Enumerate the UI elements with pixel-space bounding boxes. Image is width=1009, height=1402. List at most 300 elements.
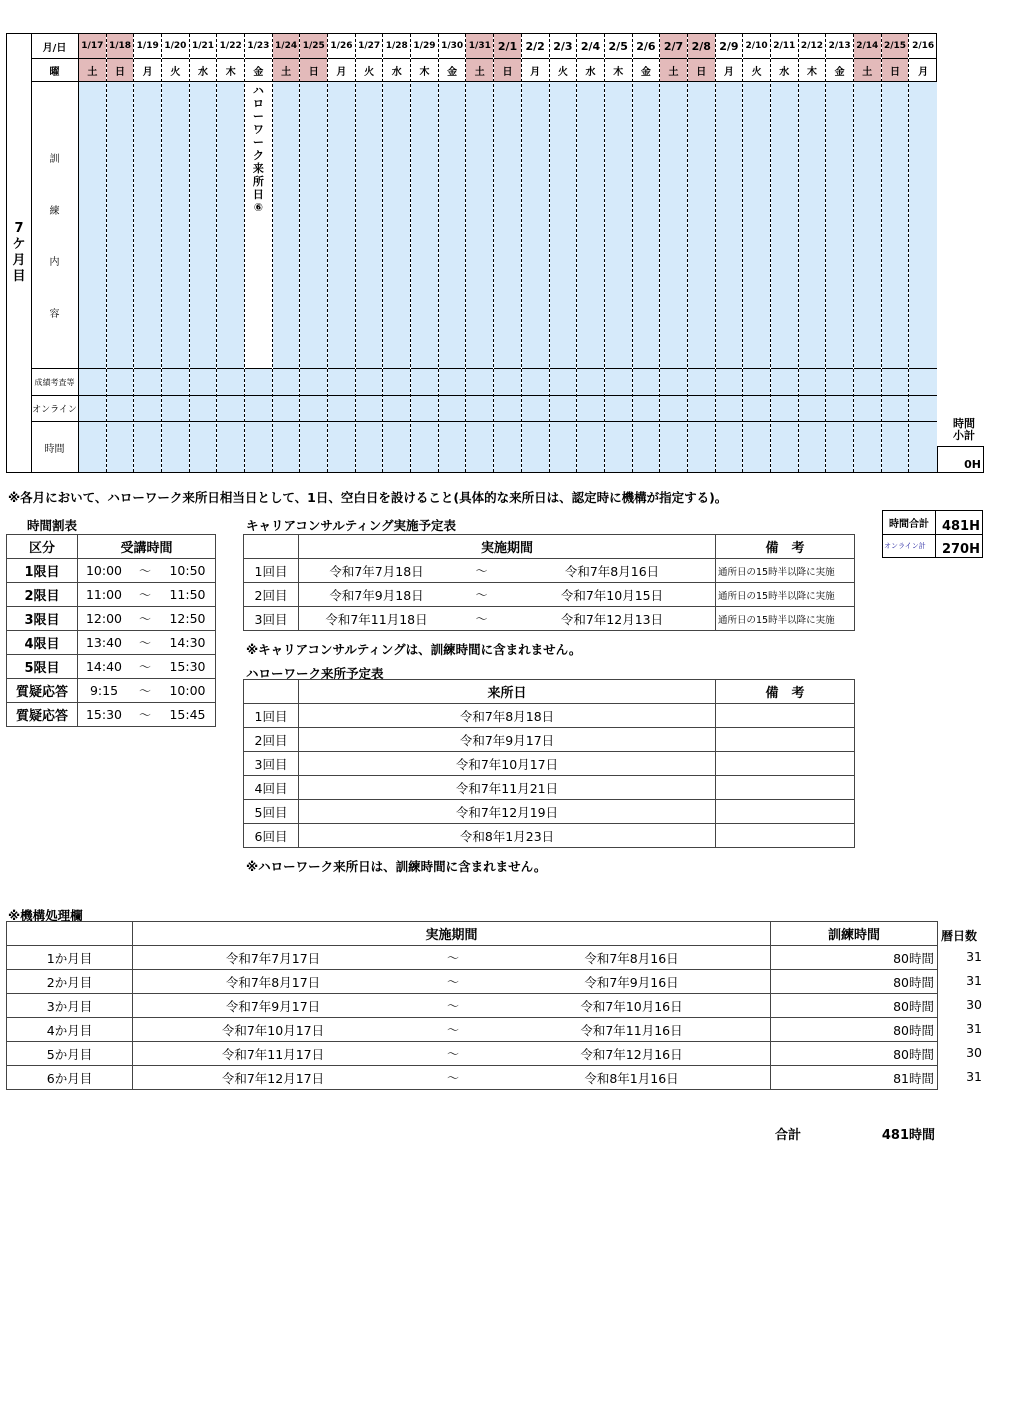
day-content-cell[interactable] (411, 82, 438, 369)
note-char: 所 (252, 175, 264, 188)
date-row-label: 月/日 (31, 34, 78, 59)
hellowork-date: 令和7年10月17日 (299, 752, 716, 776)
day-column (79, 34, 107, 472)
career-from: 令和7年7月18日 (299, 559, 455, 583)
day-content-cell[interactable] (79, 82, 106, 369)
day-online-cell[interactable] (190, 396, 217, 422)
month-label (7, 34, 32, 472)
day-exam-cell[interactable] (134, 369, 161, 396)
day-exam-cell[interactable] (854, 369, 881, 396)
day-online-cell[interactable] (107, 396, 134, 422)
day-online-cell[interactable] (716, 396, 743, 422)
day-online-cell[interactable] (273, 396, 300, 422)
day-column (522, 34, 550, 472)
career-to: 令和7年12月13日 (509, 607, 716, 631)
kikou-hours: 80時間 (771, 946, 938, 970)
day-weekday: 月 (909, 59, 937, 82)
day-column (688, 34, 716, 472)
day-content-cell[interactable] (328, 82, 355, 369)
hellowork-date: 令和7年9月17日 (299, 728, 716, 752)
kikou-from: 令和7年7月17日 (133, 946, 414, 970)
period-end: 15:30 (160, 655, 216, 679)
day-date: 2/10 (743, 34, 770, 59)
day-exam-cell[interactable] (550, 369, 577, 396)
day-weekday: 日 (494, 59, 521, 82)
day-weekday: 日 (882, 59, 909, 82)
day-hours-cell[interactable] (162, 422, 189, 472)
career-note: ※キャリアコンサルティングは、訓練時間に含まれません。 (246, 642, 582, 657)
day-online-cell[interactable] (633, 396, 660, 422)
day-column (882, 34, 910, 472)
period-end: 12:50 (160, 607, 216, 631)
day-hours-cell[interactable] (909, 422, 937, 472)
day-column (466, 34, 494, 472)
day-date: 2/16 (909, 34, 937, 59)
day-online-cell[interactable] (300, 396, 327, 422)
content-label-char: 練 (49, 205, 60, 217)
note-char: ロ (252, 97, 264, 110)
day-hours-cell[interactable] (577, 422, 604, 472)
totals-table (882, 510, 983, 558)
day-column (134, 34, 162, 472)
day-date: 1/30 (439, 34, 466, 59)
timetable-row (7, 559, 216, 583)
day-content-cell[interactable] (134, 82, 161, 369)
day-exam-cell[interactable] (107, 369, 134, 396)
note-char: ワ (252, 123, 264, 136)
day-column (577, 34, 605, 472)
career-from: 令和7年9月18日 (299, 583, 455, 607)
kikou-month: 5か月目 (7, 1042, 133, 1066)
day-hours-cell[interactable] (743, 422, 770, 472)
day-content-cell[interactable] (826, 82, 853, 369)
period-name: 質疑応答 (7, 703, 78, 727)
day-weekday: 日 (688, 59, 715, 82)
hellowork-header-blank (244, 680, 299, 704)
kikou-month: 4か月目 (7, 1018, 133, 1042)
day-hours-cell[interactable] (716, 422, 743, 472)
day-exam-cell[interactable] (356, 369, 383, 396)
kikou-to: 令和7年12月16日 (493, 1042, 771, 1066)
hellowork-no: 1回目 (244, 704, 299, 728)
day-date: 1/27 (356, 34, 383, 59)
day-exam-cell[interactable] (577, 369, 604, 396)
day-date: 1/20 (162, 34, 189, 59)
day-date: 1/31 (466, 34, 493, 59)
day-online-cell[interactable] (660, 396, 687, 422)
subtotal-label-line: 時間 (953, 417, 975, 430)
day-content-cell[interactable] (522, 82, 549, 369)
day-content-cell[interactable] (494, 82, 521, 369)
day-content-cell[interactable] (743, 82, 770, 369)
day-online-cell[interactable] (245, 396, 272, 422)
day-hours-cell[interactable] (882, 422, 909, 472)
day-date: 2/6 (633, 34, 660, 59)
day-weekday: 木 (411, 59, 438, 82)
period-start: 13:40 (78, 631, 131, 655)
day-date: 2/13 (826, 34, 853, 59)
day-content-cell[interactable] (854, 82, 881, 369)
period-sep: ～ (130, 631, 160, 655)
day-weekday: 火 (162, 59, 189, 82)
day-exam-cell[interactable] (217, 369, 244, 396)
day-hours-cell[interactable] (826, 422, 853, 472)
day-online-cell[interactable] (466, 396, 493, 422)
day-hours-cell[interactable] (522, 422, 549, 472)
kikou-table (6, 921, 938, 1090)
day-content-cell[interactable] (245, 82, 272, 369)
online-row-label: オンライン (31, 396, 78, 422)
timetable-row (7, 679, 216, 703)
day-date: 1/24 (273, 34, 300, 59)
day-online-cell[interactable] (826, 396, 853, 422)
day-exam-cell[interactable] (909, 369, 937, 396)
career-table (243, 534, 855, 631)
day-hours-cell[interactable] (605, 422, 632, 472)
kikou-calendar-days: 30 (966, 997, 982, 1012)
day-weekday: 火 (743, 59, 770, 82)
day-date: 1/23 (245, 34, 272, 59)
period-start: 15:30 (78, 703, 131, 727)
day-content-cell[interactable] (688, 82, 715, 369)
day-exam-cell[interactable] (633, 369, 660, 396)
day-online-cell[interactable] (743, 396, 770, 422)
day-column (356, 34, 384, 472)
kikou-total-value: 481時間 (881, 1128, 935, 1143)
hellowork-row (244, 752, 855, 776)
day-date: 2/12 (799, 34, 826, 59)
kikou-sep: ～ (413, 1066, 493, 1090)
note-char: ク (252, 149, 264, 162)
day-exam-cell[interactable] (605, 369, 632, 396)
day-content-cell[interactable] (882, 82, 909, 369)
content-label-char: 内 (49, 257, 60, 269)
kikou-row (7, 946, 938, 970)
day-content-cell[interactable] (550, 82, 577, 369)
day-exam-cell[interactable] (688, 369, 715, 396)
day-online-cell[interactable] (79, 396, 106, 422)
period-end: 10:00 (160, 679, 216, 703)
hellowork-header-remark: 備 考 (716, 680, 855, 704)
day-hours-cell[interactable] (688, 422, 715, 472)
day-content-cell[interactable] (190, 82, 217, 369)
day-hours-cell[interactable] (245, 422, 272, 472)
day-date: 1/17 (79, 34, 106, 59)
timetable-row (7, 703, 216, 727)
day-online-cell[interactable] (550, 396, 577, 422)
day-weekday: 木 (605, 59, 632, 82)
day-column (245, 34, 273, 472)
day-online-cell[interactable] (854, 396, 881, 422)
day-content-cell[interactable] (217, 82, 244, 369)
career-header-blank (244, 535, 299, 559)
day-exam-cell[interactable] (245, 369, 272, 396)
day-content-cell[interactable] (577, 82, 604, 369)
day-hours-cell[interactable] (107, 422, 134, 472)
day-exam-cell[interactable] (300, 369, 327, 396)
day-hours-cell[interactable] (300, 422, 327, 472)
day-hours-cell[interactable] (383, 422, 410, 472)
online-total-label: オンライン計 (883, 535, 936, 558)
subtotal-label-line: 小計 (953, 429, 975, 442)
kikou-to: 令和7年11月16日 (493, 1018, 771, 1042)
day-hours-cell[interactable] (494, 422, 521, 472)
day-online-cell[interactable] (909, 396, 937, 422)
day-content-cell[interactable] (605, 82, 632, 369)
day-weekday: 土 (660, 59, 687, 82)
career-sep: ～ (454, 583, 509, 607)
day-weekday: 金 (826, 59, 853, 82)
day-weekday: 月 (328, 59, 355, 82)
kikou-month: 2か月目 (7, 970, 133, 994)
period-start: 9:15 (78, 679, 131, 703)
kikou-header-hours: 訓練時間 (771, 922, 938, 946)
weekday-row-label: 曜 (31, 59, 78, 82)
hellowork-no: 5回目 (244, 800, 299, 824)
day-date: 2/14 (854, 34, 881, 59)
notice-text: ※各月において、ハローワーク来所日相当日として、1日、空白日を設けること(具体的な来所日は、認定時に機構が指定する)。 (8, 490, 728, 505)
note-char: ハ (252, 84, 264, 97)
day-column (909, 34, 937, 472)
day-hours-cell[interactable] (660, 422, 687, 472)
kikou-sep: ～ (413, 1042, 493, 1066)
day-exam-cell[interactable] (494, 369, 521, 396)
day-online-cell[interactable] (328, 396, 355, 422)
day-hours-cell[interactable] (356, 422, 383, 472)
hellowork-remark (716, 776, 855, 800)
day-online-cell[interactable] (605, 396, 632, 422)
kikou-month: 6か月目 (7, 1066, 133, 1090)
day-column (300, 34, 328, 472)
day-exam-cell[interactable] (771, 369, 798, 396)
day-hours-cell[interactable] (134, 422, 161, 472)
day-weekday: 木 (799, 59, 826, 82)
day-column (273, 34, 301, 472)
kikou-header-period: 実施期間 (133, 922, 771, 946)
day-online-cell[interactable] (162, 396, 189, 422)
day-content-cell[interactable] (799, 82, 826, 369)
day-column (107, 34, 135, 472)
hellowork-header-date: 来所日 (299, 680, 716, 704)
period-sep: ～ (130, 679, 160, 703)
day-content-cell[interactable] (716, 82, 743, 369)
day-hours-cell[interactable] (854, 422, 881, 472)
day-content-cell[interactable] (162, 82, 189, 369)
timetable-header-category: 区分 (7, 535, 78, 559)
day-exam-cell[interactable] (411, 369, 438, 396)
period-sep: ～ (130, 703, 160, 727)
day-online-cell[interactable] (411, 396, 438, 422)
day-hours-cell[interactable] (411, 422, 438, 472)
career-no: 2回目 (244, 583, 299, 607)
month-label-char: 7 (14, 221, 24, 236)
day-content-cell[interactable] (107, 82, 134, 369)
kikou-header-blank (7, 922, 133, 946)
career-remark: 通所日の15時半以降に実施 (716, 559, 855, 583)
day-hours-cell[interactable] (799, 422, 826, 472)
day-exam-cell[interactable] (826, 369, 853, 396)
period-sep: ～ (130, 655, 160, 679)
day-exam-cell[interactable] (273, 369, 300, 396)
kikou-from: 令和7年11月17日 (133, 1042, 414, 1066)
day-hours-cell[interactable] (771, 422, 798, 472)
day-hours-cell[interactable] (273, 422, 300, 472)
day-online-cell[interactable] (882, 396, 909, 422)
kikou-from: 令和7年8月17日 (133, 970, 414, 994)
note-char: 日 (252, 188, 264, 201)
kikou-row (7, 970, 938, 994)
career-sep: ～ (454, 559, 509, 583)
total-hours-label: 時間合計 (883, 511, 936, 535)
day-weekday: 日 (300, 59, 327, 82)
day-column (716, 34, 744, 472)
day-content-cell[interactable] (439, 82, 466, 369)
day-exam-cell[interactable] (383, 369, 410, 396)
total-hours-value: 481H (936, 511, 983, 535)
day-exam-cell[interactable] (162, 369, 189, 396)
hellowork-date: 令和8年1月23日 (299, 824, 716, 848)
day-date: 1/26 (328, 34, 355, 59)
day-exam-cell[interactable] (79, 369, 106, 396)
day-hours-cell[interactable] (79, 422, 106, 472)
day-content-cell[interactable] (909, 82, 937, 369)
day-exam-cell[interactable] (743, 369, 770, 396)
kikou-hours: 80時間 (771, 970, 938, 994)
day-content-cell[interactable] (660, 82, 687, 369)
day-exam-cell[interactable] (660, 369, 687, 396)
month-label-char: 目 (12, 269, 26, 284)
day-hours-cell[interactable] (439, 422, 466, 472)
career-to: 令和7年10月15日 (509, 583, 716, 607)
day-online-cell[interactable] (771, 396, 798, 422)
period-start: 10:00 (78, 559, 131, 583)
day-weekday: 土 (273, 59, 300, 82)
kikou-total-label: 合計 (775, 1128, 802, 1143)
day-hours-cell[interactable] (466, 422, 493, 472)
day-hours-cell[interactable] (190, 422, 217, 472)
day-exam-cell[interactable] (439, 369, 466, 396)
kikou-sep: ～ (413, 994, 493, 1018)
hellowork-title: ハローワーク来所予定表 (246, 666, 384, 681)
month-label-char: ケ (12, 237, 26, 252)
period-sep: ～ (130, 583, 160, 607)
period-name: 2限目 (7, 583, 78, 607)
period-sep: ～ (130, 607, 160, 631)
day-date: 2/9 (716, 34, 743, 59)
period-end: 10:50 (160, 559, 216, 583)
day-hours-cell[interactable] (633, 422, 660, 472)
day-exam-cell[interactable] (466, 369, 493, 396)
day-column (190, 34, 218, 472)
timetable-title: 時間割表 (27, 518, 78, 533)
day-date: 2/15 (882, 34, 909, 59)
kikou-calendar-days: 31 (966, 973, 982, 988)
hellowork-row (244, 824, 855, 848)
hellowork-remark (716, 800, 855, 824)
hellowork-no: 2回目 (244, 728, 299, 752)
day-online-cell[interactable] (799, 396, 826, 422)
period-name: 5限目 (7, 655, 78, 679)
day-column (328, 34, 356, 472)
day-weekday: 金 (245, 59, 272, 82)
day-exam-cell[interactable] (799, 369, 826, 396)
day-column (743, 34, 771, 472)
day-content-cell[interactable] (273, 82, 300, 369)
day-online-cell[interactable] (494, 396, 521, 422)
day-online-cell[interactable] (439, 396, 466, 422)
day-online-cell[interactable] (134, 396, 161, 422)
period-end: 14:30 (160, 631, 216, 655)
day-online-cell[interactable] (356, 396, 383, 422)
kikou-title: ※機構処理欄 (8, 908, 83, 923)
note-char: ー (252, 136, 264, 149)
day-online-cell[interactable] (383, 396, 410, 422)
period-name: 1限目 (7, 559, 78, 583)
kikou-row (7, 1066, 938, 1090)
day-content-cell[interactable] (300, 82, 327, 369)
day-date: 1/22 (217, 34, 244, 59)
hellowork-date: 令和7年11月21日 (299, 776, 716, 800)
day-exam-cell[interactable] (882, 369, 909, 396)
day-hours-cell[interactable] (550, 422, 577, 472)
day-weekday: 火 (356, 59, 383, 82)
career-header-remark: 備 考 (716, 535, 855, 559)
day-exam-cell[interactable] (190, 369, 217, 396)
day-column (771, 34, 799, 472)
day-date: 1/25 (300, 34, 327, 59)
day-content-cell[interactable] (383, 82, 410, 369)
note-char: ー (252, 110, 264, 123)
day-hours-cell[interactable] (217, 422, 244, 472)
hellowork-remark (716, 728, 855, 752)
day-exam-cell[interactable] (716, 369, 743, 396)
day-column (633, 34, 661, 472)
day-exam-cell[interactable] (328, 369, 355, 396)
day-content-cell[interactable] (466, 82, 493, 369)
day-online-cell[interactable] (577, 396, 604, 422)
day-date: 2/3 (550, 34, 577, 59)
day-online-cell[interactable] (688, 396, 715, 422)
day-weekday: 金 (633, 59, 660, 82)
online-total-value: 270H (936, 535, 983, 558)
hellowork-date: 令和7年8月18日 (299, 704, 716, 728)
hellowork-table (243, 679, 855, 848)
day-weekday: 水 (190, 59, 217, 82)
day-date: 2/5 (605, 34, 632, 59)
day-content-cell[interactable] (633, 82, 660, 369)
day-content-cell[interactable] (771, 82, 798, 369)
note-char: ⑥ (253, 201, 264, 214)
career-sep: ～ (454, 607, 509, 631)
kikou-calendar-days: 31 (966, 949, 982, 964)
career-row (244, 607, 855, 631)
day-content-cell[interactable] (356, 82, 383, 369)
day-date: 2/7 (660, 34, 687, 59)
day-exam-cell[interactable] (522, 369, 549, 396)
day-date: 1/19 (134, 34, 161, 59)
career-remark: 通所日の15時半以降に実施 (716, 583, 855, 607)
period-start: 12:00 (78, 607, 131, 631)
hellowork-remark (716, 752, 855, 776)
kikou-calendar-days: 30 (966, 1045, 982, 1060)
day-weekday: 土 (854, 59, 881, 82)
kikou-from: 令和7年12月17日 (133, 1066, 414, 1090)
day-online-cell[interactable] (522, 396, 549, 422)
day-hours-cell[interactable] (328, 422, 355, 472)
career-title: キャリアコンサルティング実施予定表 (246, 518, 457, 533)
day-weekday: 水 (383, 59, 410, 82)
day-online-cell[interactable] (217, 396, 244, 422)
